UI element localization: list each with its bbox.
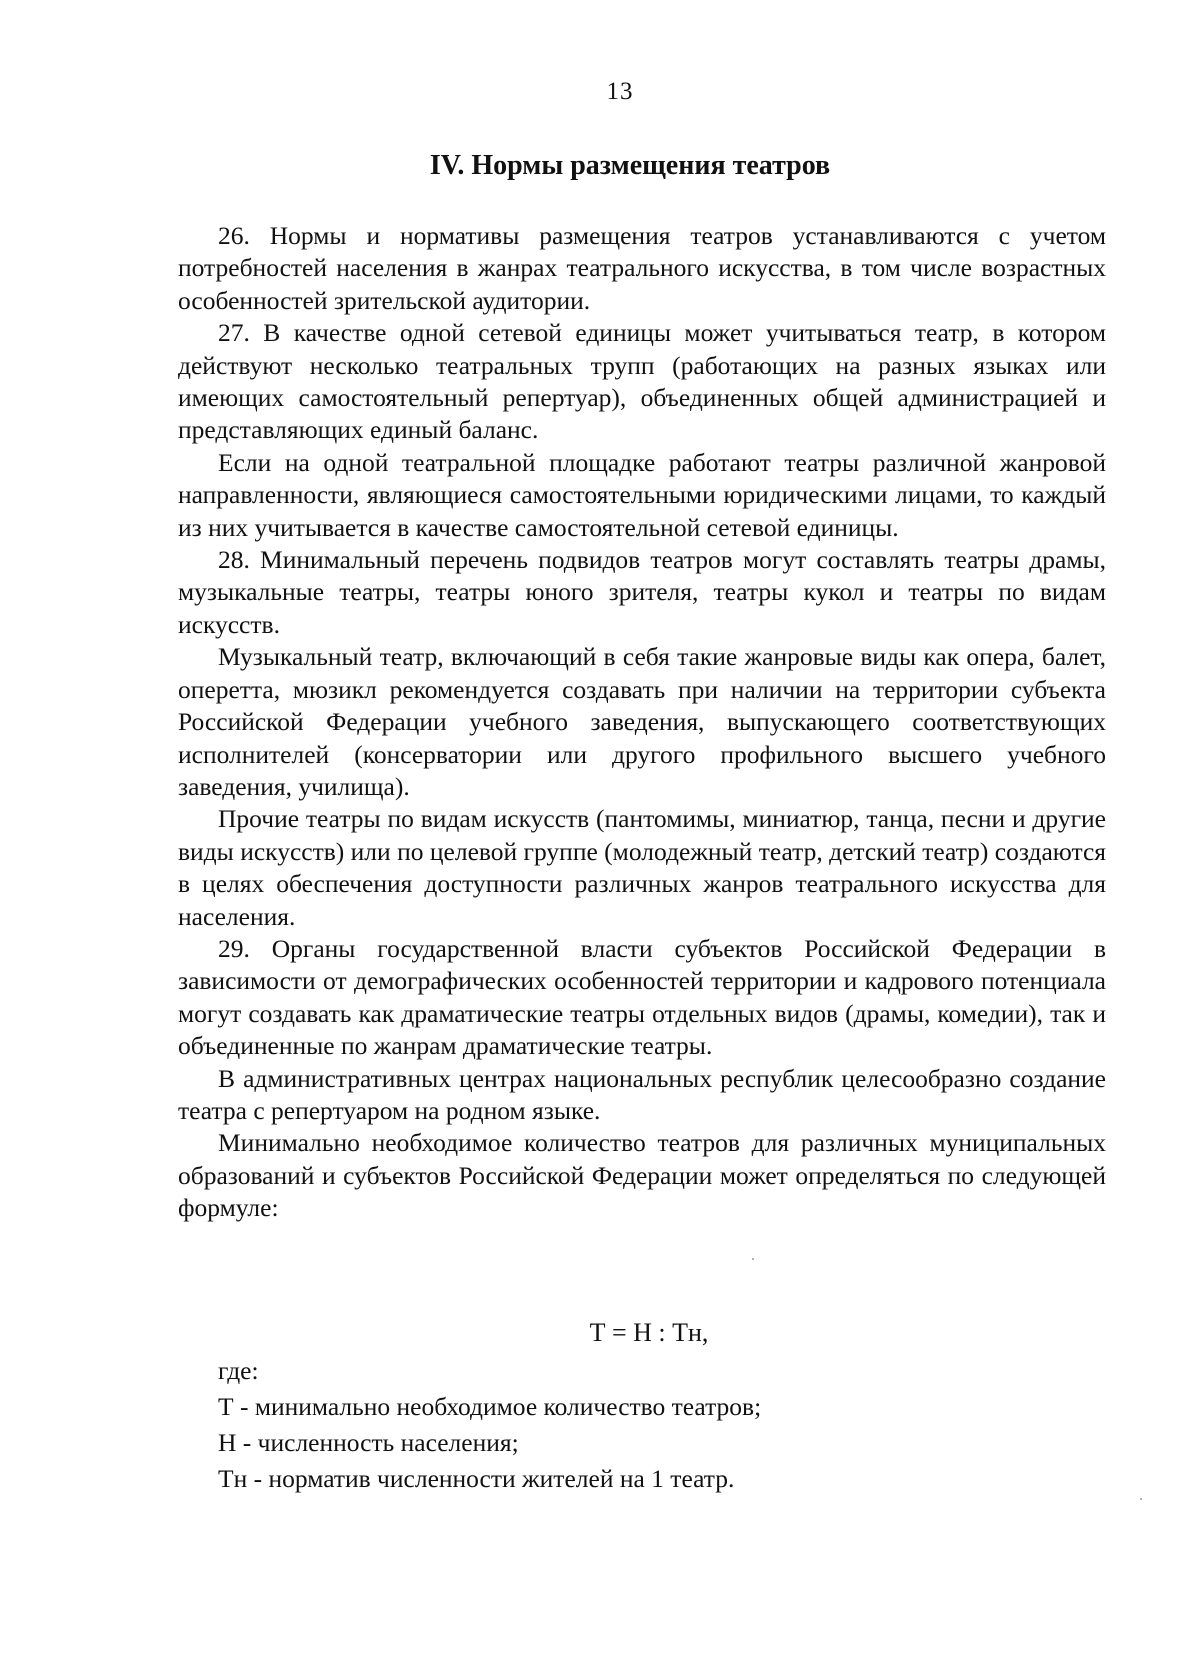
paragraph-28: 28. Минимальный перечень подвидов театров могут составлять театры драмы, музыкальные театры, театры юного зрителя, театры кукол и театры по видам искусств.	[178, 545, 1106, 639]
page-number: 13	[606, 78, 634, 105]
paragraph-29: 29. Органы государственной власти субъектов Российской Федерации в зависимости от демографических особенностей территории и кадрового потенциала могут создавать как драматические театры отдельных видов (драмы, комедии), так и объединенные по жанрам драматические театры.	[178, 933, 1106, 1061]
paragraph-29-national: В административных центрах национальных республик целесообразно создание театра с репертуаром на родном языке.	[178, 1063, 1106, 1125]
paragraph-27: 27. В качестве одной сетевой единицы может учитываться театр, в котором действуют несколько театральных трупп (работающих на разных языках или имеющих самостоятельный репертуар), объединенных общей администрацией и представляющих единый баланс.	[178, 318, 1106, 445]
scan-speck	[1140, 1498, 1142, 1500]
formula: Т = Н : Тн,	[589, 1318, 709, 1347]
scan-speck	[752, 1258, 754, 1260]
legend-intro: где:	[218, 1356, 259, 1385]
legend-item-t: Т - минимально необходимое количество театров;	[218, 1392, 762, 1421]
section-title: IV. Нормы размещения театров	[429, 150, 831, 181]
paragraph-28-musical: Музыкальный театр, включающий в себя такие жанровые виды как опера, балет, оперетта, мюзикл рекомендуется создавать при наличии на территории субъекта Российской Федерации учебного заведения, выпускающего соответствующих исполнителей (консерватории или другого профильного высшего учебного заведения, училища).	[178, 642, 1106, 801]
body-text	[178, 220, 1106, 1225]
paragraph-29-formula-intro: Минимально необходимое количество театров для различных муниципальных образований и субъектов Российской Федерации может определяться по следующей формуле:	[178, 1128, 1106, 1223]
paragraph-27-continued: Если на одной театральной площадке работают театры различной жанровой направленности, являющиеся самостоятельными юридическими лицами, то каждый из них учитывается в качестве самостоятельной сетевой единицы.	[178, 447, 1106, 542]
legend-item-tn: Тн - норматив численности жителей на 1 театр.	[218, 1464, 735, 1493]
paragraph-26: 26. Нормы и нормативы размещения театров устанавливаются с учетом потребностей населения в жанрах театрального искусства, в том числе возрастных особенностей зрительской аудитории.	[178, 221, 1106, 315]
paragraph-28-other: Прочие театры по видам искусств (пантомимы, миниатюр, танца, песни и другие виды искусств) или по целевой группе (молодежный театр, детский театр) создаются в целях обеспечения доступности различных жанров театрального искусства для населения.	[178, 804, 1106, 931]
formula-legend	[218, 1353, 1098, 1497]
legend-item-n: Н - численность населения;	[218, 1428, 519, 1457]
